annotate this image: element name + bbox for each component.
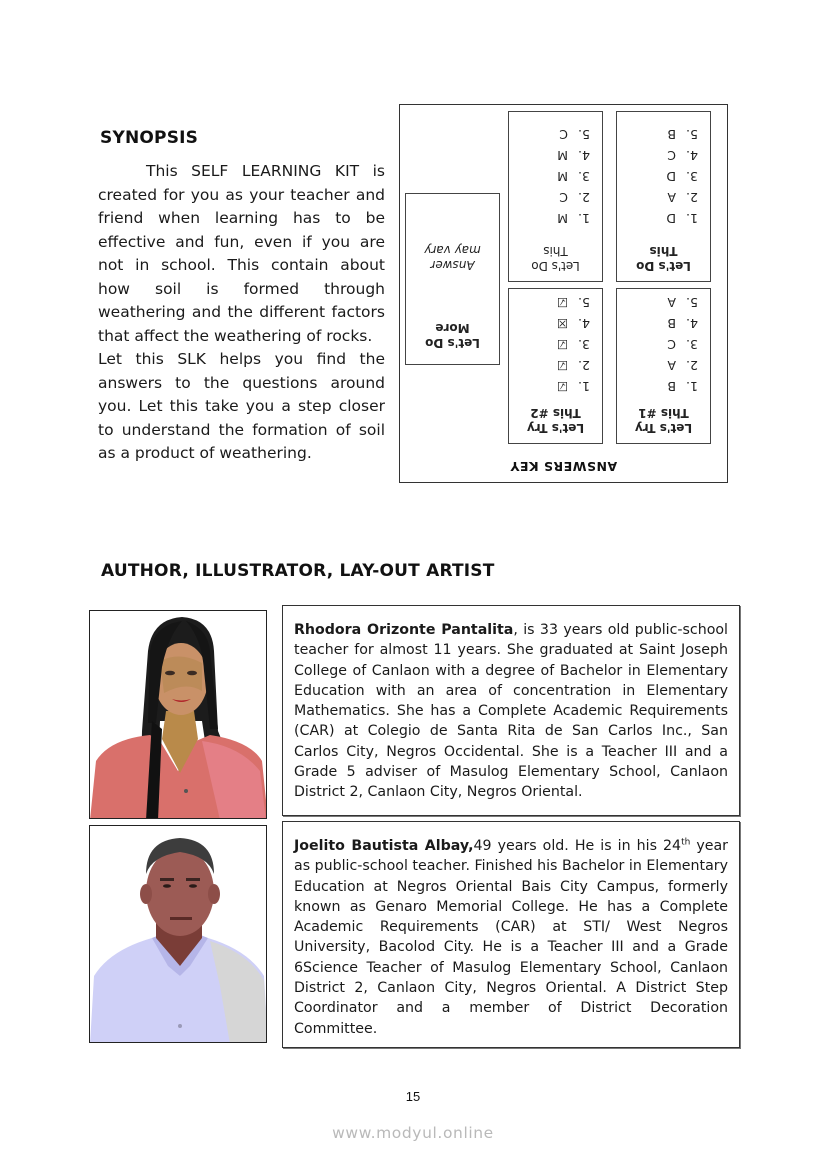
synopsis-heading: SYNOPSIS xyxy=(100,128,199,148)
authors-heading: AUTHOR, ILLUSTRATOR, LAY-OUT ARTIST xyxy=(101,561,495,581)
section-title-line1: Let's Do xyxy=(636,259,691,273)
section-note-line1: Answer xyxy=(430,258,475,272)
answer-list xyxy=(557,292,590,397)
answer-section-lets-do-this xyxy=(616,111,711,282)
author-photo-albay xyxy=(89,825,267,1043)
answer-item: 3.C xyxy=(667,337,698,352)
section-title-line1: Let's Do xyxy=(531,259,580,273)
answer-item: 2.C xyxy=(559,190,590,205)
answer-item: 5.☑ xyxy=(556,295,590,310)
author-bio-text-cont: year as public-school teacher. Finished his Bachelor in Elementary Education at Negros Oriental Bais City Campus, formerly known as Genaro Memorial College. He has a Complete Academic Requirements (CAR) at STI/ West Negros University, Bacolod City. He is a Teacher III and a Grade 6Science Teacher of Masulog Elementary School, Canlaon District 2, Canlaon City, Negros Oriental. A District Step Coordinator and a member of District Decoration Committee. xyxy=(294,838,728,1037)
answer-item: 2.☑ xyxy=(556,358,590,373)
answer-item: 3.D xyxy=(666,169,698,184)
answer-section-lets-do-this-2 xyxy=(508,111,603,282)
answer-item: 1.☑ xyxy=(556,379,590,394)
author-bio-text: 49 years old. He is in his 24 xyxy=(473,838,682,854)
answer-item: 3.M xyxy=(557,169,590,184)
answer-key-box xyxy=(399,104,728,483)
answer-item: 2.A xyxy=(667,190,698,205)
answer-item: 5.C xyxy=(559,127,590,142)
answer-list xyxy=(557,124,590,229)
answer-item: 2.A xyxy=(667,358,698,373)
section-title-line2: This #1 xyxy=(638,406,689,420)
portrait-man-image xyxy=(90,826,267,1043)
answer-item: 5.A xyxy=(667,295,698,310)
synopsis-paragraph: This SELF LEARNING KIT is created for you as your teacher and friend when learning has to be effective and fun, even if you are not in school. This contain about how soil is formed through weathering and the different factors that affect the weathering of rocks. xyxy=(98,162,385,345)
checkbox-crossed-icon: ☒ xyxy=(556,316,568,331)
answer-item: 5.B xyxy=(667,127,698,142)
section-title-line1: Let's Do xyxy=(425,336,480,350)
section-title-line2: This #2 xyxy=(530,406,581,420)
answer-item: 1.D xyxy=(666,211,698,226)
answer-item: 1.M xyxy=(557,211,590,226)
portrait-woman-image xyxy=(90,611,267,819)
answer-item: 4.M xyxy=(557,148,590,163)
page-number: 15 xyxy=(405,1089,421,1104)
author-photo-pantalita xyxy=(89,610,267,819)
section-title-line1: Let's Try xyxy=(634,421,693,435)
answer-list xyxy=(667,292,698,397)
author-name: Joelito Bautista Albay, xyxy=(294,838,474,854)
watermark-url: www.modyul.online xyxy=(332,1124,494,1142)
answer-key-heading: ANSWERS KEY xyxy=(509,459,618,474)
ordinal-suffix: th xyxy=(681,837,691,848)
section-title-line2: This xyxy=(649,244,678,258)
section-title-line1: Let's Try xyxy=(526,421,585,435)
section-title-line2: This xyxy=(543,244,568,258)
answer-section-lets-try-this-2 xyxy=(508,288,603,444)
answer-item: 3.☑ xyxy=(556,337,590,352)
synopsis-paragraph: Let this SLK helps you find the answers to the questions around you. Let this take you a step closer to understand the formation of soil as a product of weathering. xyxy=(98,350,385,462)
answer-list xyxy=(666,124,698,229)
checkbox-checked-icon: ☑ xyxy=(556,379,568,394)
checkbox-checked-icon: ☑ xyxy=(556,358,568,373)
answer-item: 4.☒ xyxy=(556,316,590,331)
checkbox-checked-icon: ☑ xyxy=(556,295,568,310)
answer-item: 4.C xyxy=(667,148,698,163)
author-bio-albay xyxy=(282,821,740,1048)
section-title-line2: More xyxy=(435,321,470,335)
author-bio-text: , is 33 years old public-school teacher for almost 11 years. She graduated at Saint Joseph College of Canlaon with a degree of Bachelor in Elementary Education with an area of concentration in Elementary Mathematics. She has a Complete Academic Requirements (CAR) at Colegio de Santa Rita de San Carlos Inc., San Carlos City, Negros Occidental. She is a Teacher III and a Grade 5 adviser of Masulog Elementary School, Canlaon District 2, Canlaon City, Negros Oriental. xyxy=(294,622,728,801)
synopsis-text xyxy=(98,160,385,466)
answer-section-lets-do-more xyxy=(405,193,500,365)
author-bio-pantalita xyxy=(282,605,740,816)
answer-section-lets-try-this-1 xyxy=(616,288,711,444)
section-note-line2: may vary xyxy=(424,243,481,257)
author-name: Rhodora Orizonte Pantalita xyxy=(294,622,514,638)
checkbox-checked-icon: ☑ xyxy=(556,337,568,352)
answer-item: 1.B xyxy=(667,379,698,394)
answer-item: 4.B xyxy=(667,316,698,331)
